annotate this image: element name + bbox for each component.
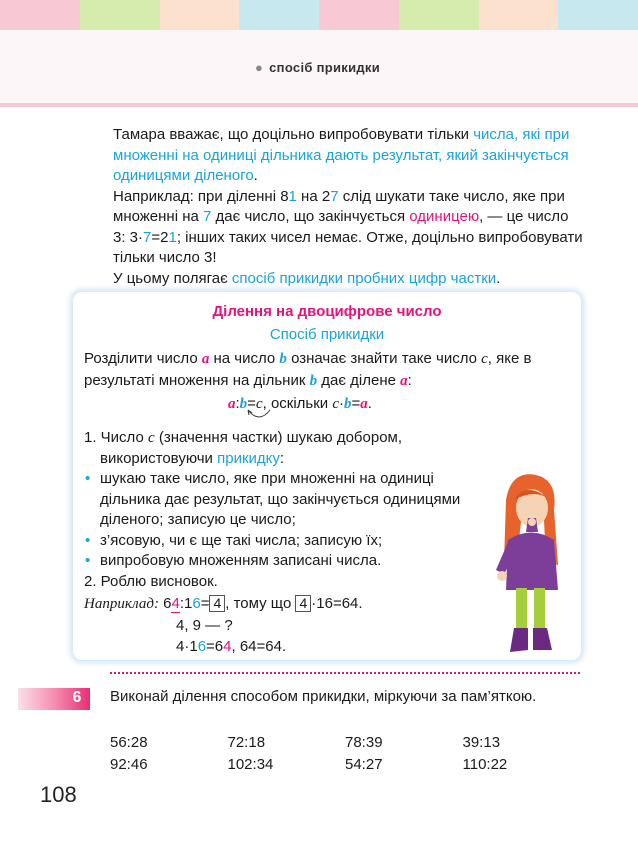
girl-illustration bbox=[486, 470, 576, 655]
task-expression: 102:34 bbox=[227, 756, 274, 773]
task-expression: 56:28 bbox=[110, 734, 148, 751]
task-expression: 78:39 bbox=[345, 734, 383, 751]
strip-segment bbox=[399, 0, 479, 30]
strip-segment bbox=[319, 0, 399, 30]
intro-para-2: Наприклад: при діленні 81 на 27 слід шукати таке число, яке при множенні на 7 дає число, що закінчується одиницею, — це число 3: 3·7=21; інших таких чисел немає. Отже, доцільно випробовувати тільки число 3! bbox=[113, 187, 583, 266]
rule-title: Ділення на двоцифрове число bbox=[212, 303, 442, 320]
step-bullet-1: • шукаю таке число, яке при множенні на одиниці дільника дає результат, що закінчується одиницями діленого; записую це число; bbox=[84, 469, 484, 531]
rule-formula: a:b=c, оскільки c·b=a. bbox=[228, 395, 372, 412]
task-expression: 92:46 bbox=[110, 756, 148, 773]
step-bullet-2: • з’ясовую, чи є ще такі числа; записую їх; bbox=[84, 531, 484, 552]
intro-text bbox=[113, 125, 583, 289]
example-block bbox=[84, 593, 484, 657]
step-bullet-3: • випробовую множенням записані числа. bbox=[84, 551, 484, 572]
header-divider bbox=[0, 103, 638, 107]
task-row bbox=[110, 732, 580, 754]
answer-box: 4 bbox=[295, 595, 311, 612]
page-number: 108 bbox=[40, 782, 77, 807]
strip-segment bbox=[0, 0, 80, 30]
step-2: 2. Роблю висновок. bbox=[84, 572, 218, 590]
rule-subtitle: Спосіб прикидки bbox=[269, 326, 385, 343]
task-row bbox=[110, 754, 580, 776]
strip-segment bbox=[80, 0, 160, 30]
answer-box: 4 bbox=[209, 595, 225, 612]
section-title: ● спосіб прикидки bbox=[255, 60, 381, 75]
rule-definition: Розділити число a на число b означає знайти таке число c, яке в результаті множення на дільник b дає ділене a: bbox=[84, 350, 532, 389]
intro-para-1: Тамара вважає, що доцільно випробовувати тільки числа, які при множенні на одиниці дільника дають результат, який закінчується одиницями діленого. bbox=[113, 126, 570, 184]
strip-segment bbox=[558, 0, 638, 30]
steps-list bbox=[84, 428, 484, 592]
task-expression: 39:13 bbox=[462, 734, 501, 751]
task-expression: 110:22 bbox=[462, 756, 508, 773]
task-instruction: Виконай ділення способом прикидки, міркуючи за пам’яткою. bbox=[110, 688, 537, 705]
task-number: 6 bbox=[72, 689, 82, 706]
step-1: 1. Число c (значення частки) шукаю добором, bbox=[84, 429, 403, 446]
example-line-1: Наприклад: 64:16= 4 , тому що 4 ·16=64. bbox=[84, 595, 363, 612]
task-expression: 72:18 bbox=[227, 734, 266, 751]
step-1-cont: використовуючи прикидку: bbox=[100, 449, 285, 467]
color-strip bbox=[0, 0, 638, 30]
bullet-icon: ● bbox=[255, 60, 264, 75]
strip-segment bbox=[160, 0, 240, 30]
example-line-3: 4·16=64, 64=64. bbox=[176, 638, 287, 655]
task-examples bbox=[110, 732, 580, 776]
strip-segment bbox=[479, 0, 559, 30]
example-line-2: 4, 9 — ? bbox=[176, 617, 233, 634]
dotted-divider bbox=[110, 672, 580, 674]
strip-segment bbox=[239, 0, 319, 30]
formula-arrow-icon bbox=[244, 408, 274, 424]
task-expression: 54:27 bbox=[345, 756, 383, 773]
intro-para-3: У цьому полягає спосіб прикидки пробних цифр частки. bbox=[113, 269, 501, 287]
